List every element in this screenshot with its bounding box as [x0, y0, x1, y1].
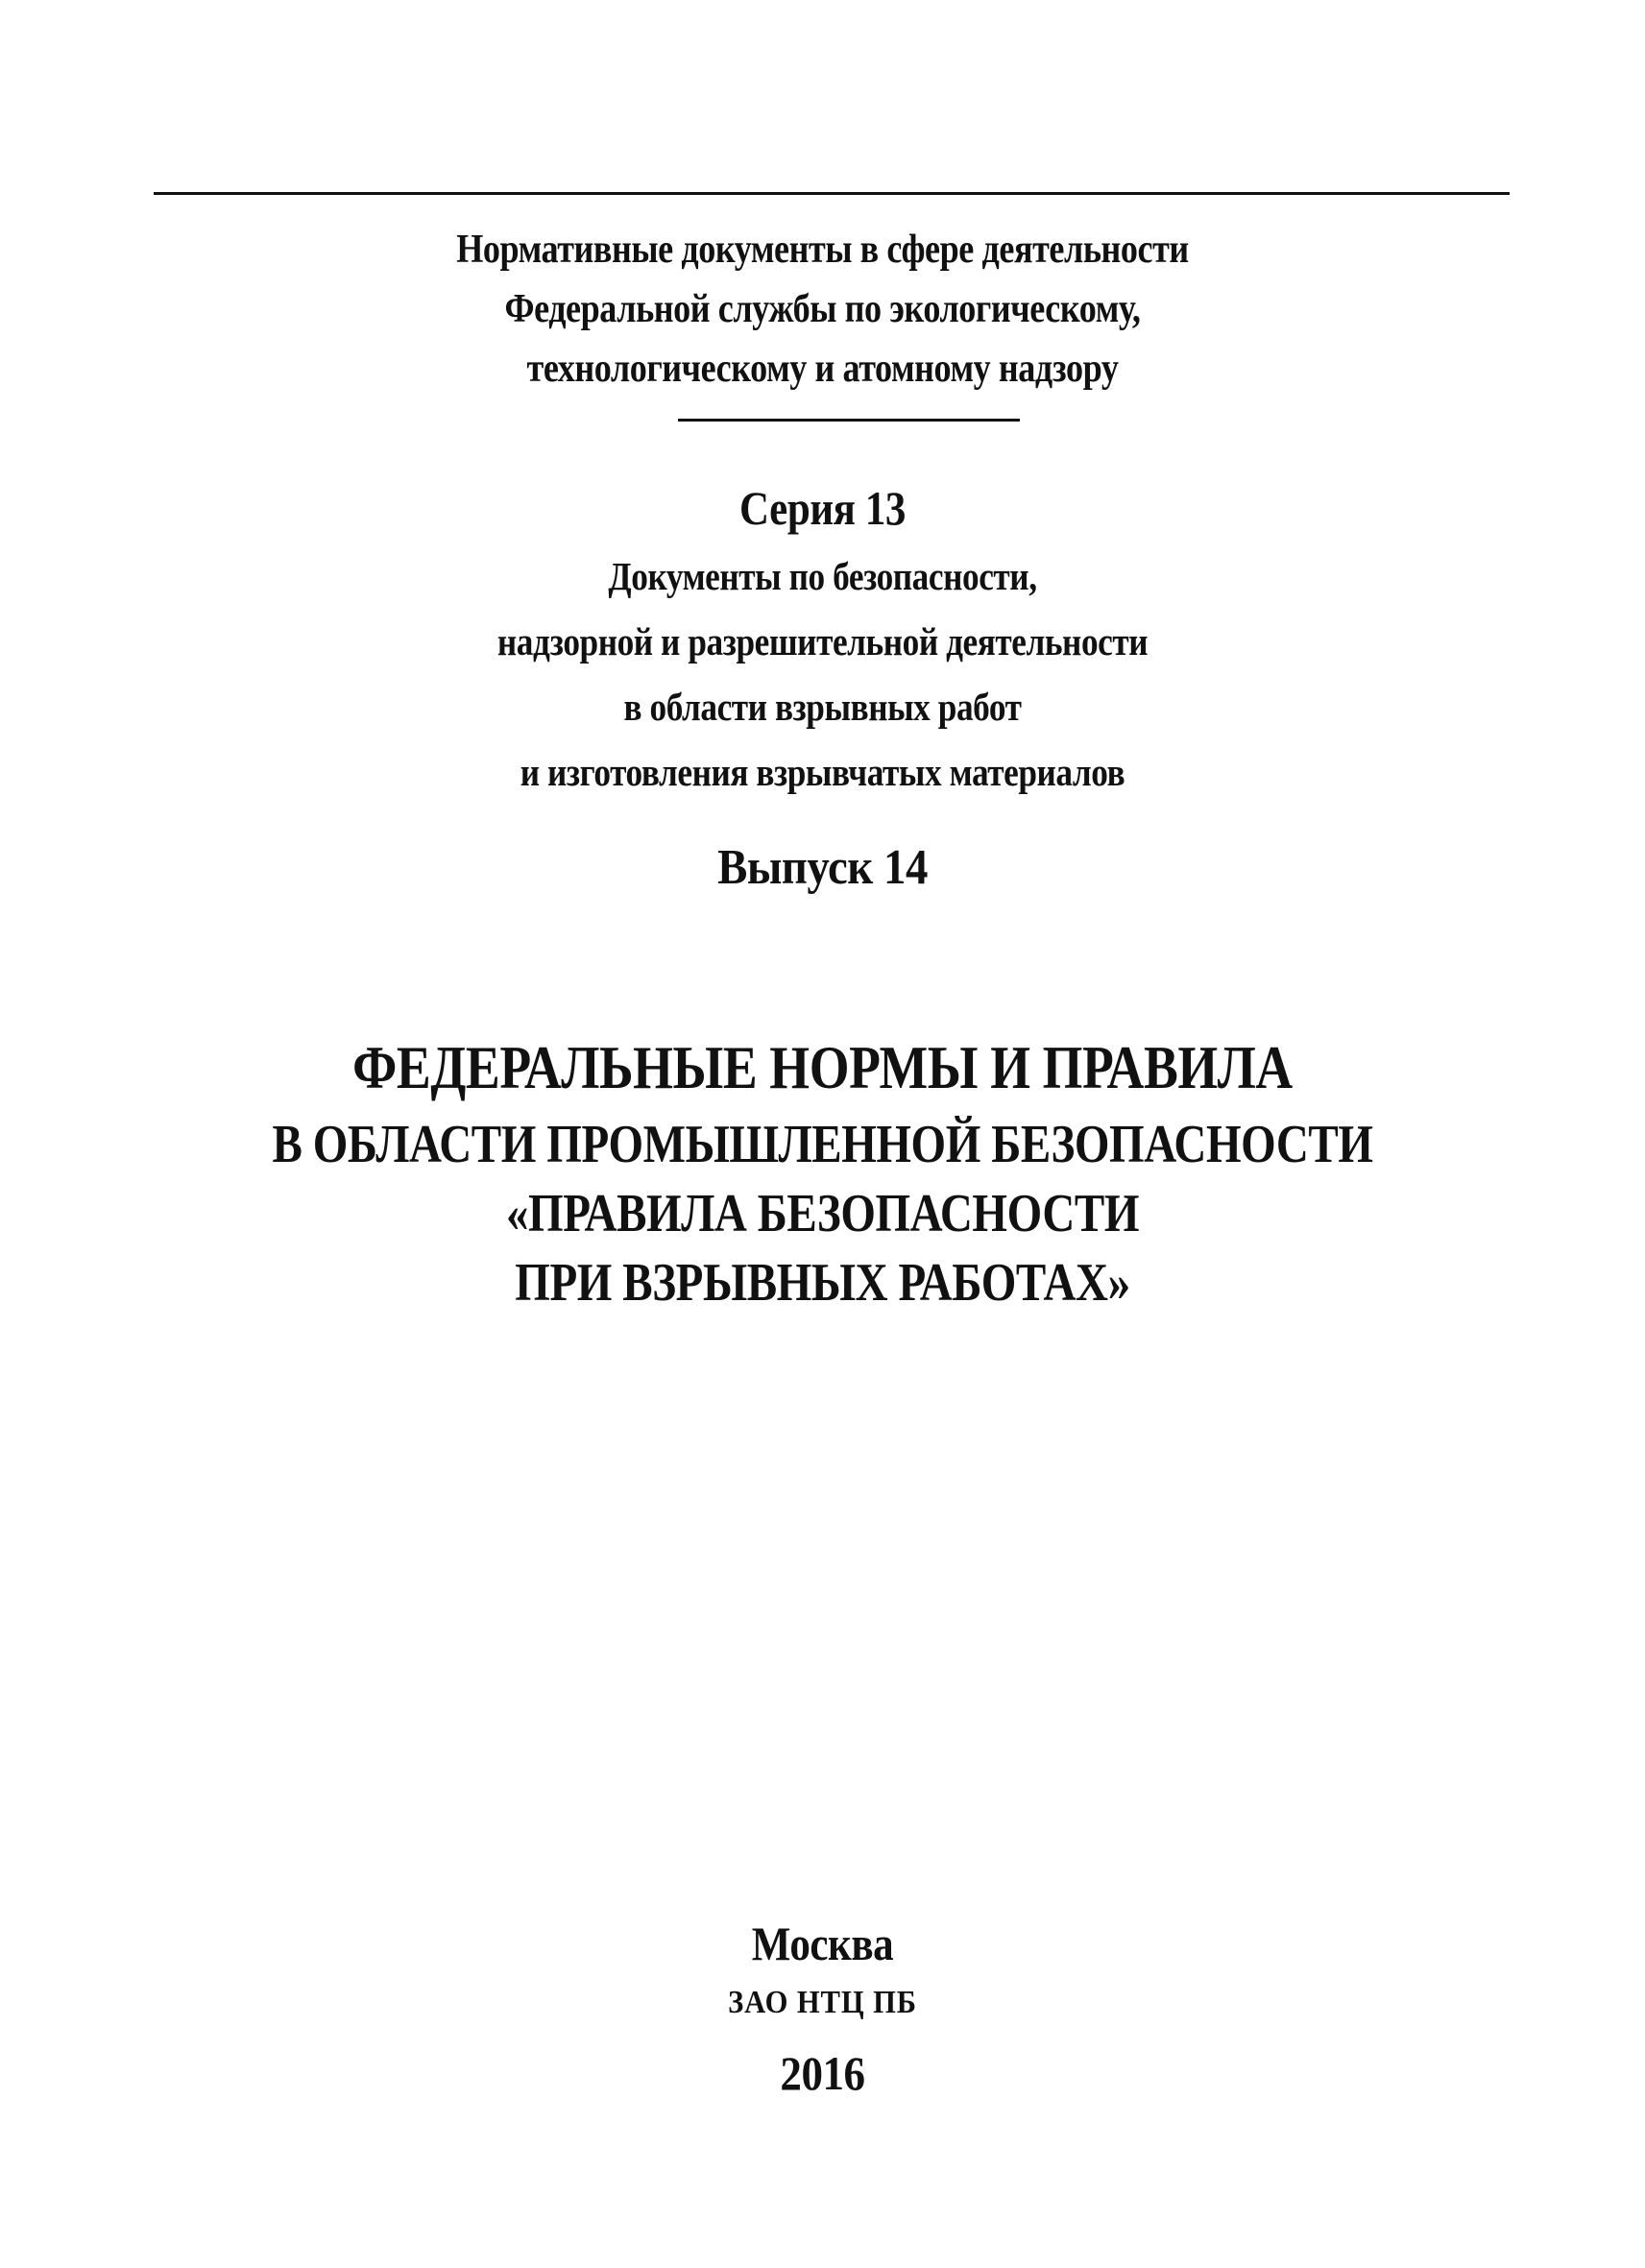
main-title-line-4: ПРИ ВЗРЫВНЫХ РАБОТАХ»	[515, 1253, 1130, 1313]
main-title-line-1: ФЕДЕРАЛЬНЫЕ НОРМЫ И ПРАВИЛА	[352, 1033, 1293, 1101]
series-line-3: в области взрывных работ	[623, 685, 1022, 729]
main-title-line-2: В ОБЛАСТИ ПРОМЫШЛЕННОЙ БЕЗОПАСНОСТИ	[272, 1115, 1373, 1174]
header-line-3: технологическому и атомному надзору	[526, 347, 1119, 391]
series-line-2: надзорной и разрешительной деятельности	[496, 619, 1149, 664]
header-line-2: Федеральной службы по экологическому,	[504, 287, 1141, 331]
header-divider	[678, 419, 1020, 422]
imprint-year: 2016	[780, 2046, 865, 2100]
header-line-1: Нормативные документы в сфере деятельности	[456, 228, 1189, 272]
series-title: Серия 13	[739, 481, 906, 535]
imprint-city: Москва	[751, 1917, 894, 1970]
top-divider	[154, 192, 1510, 195]
series-line-4: и изготовления взрывчатых материалов	[520, 750, 1125, 794]
issue-number: Выпуск 14	[717, 840, 928, 895]
main-title-line-3: «ПРАВИЛА БЕЗОПАСНОСТИ	[505, 1184, 1140, 1243]
series-line-1: Документы по безопасности,	[608, 554, 1037, 598]
imprint-publisher: ЗАО НТЦ ПБ	[728, 1985, 917, 2020]
